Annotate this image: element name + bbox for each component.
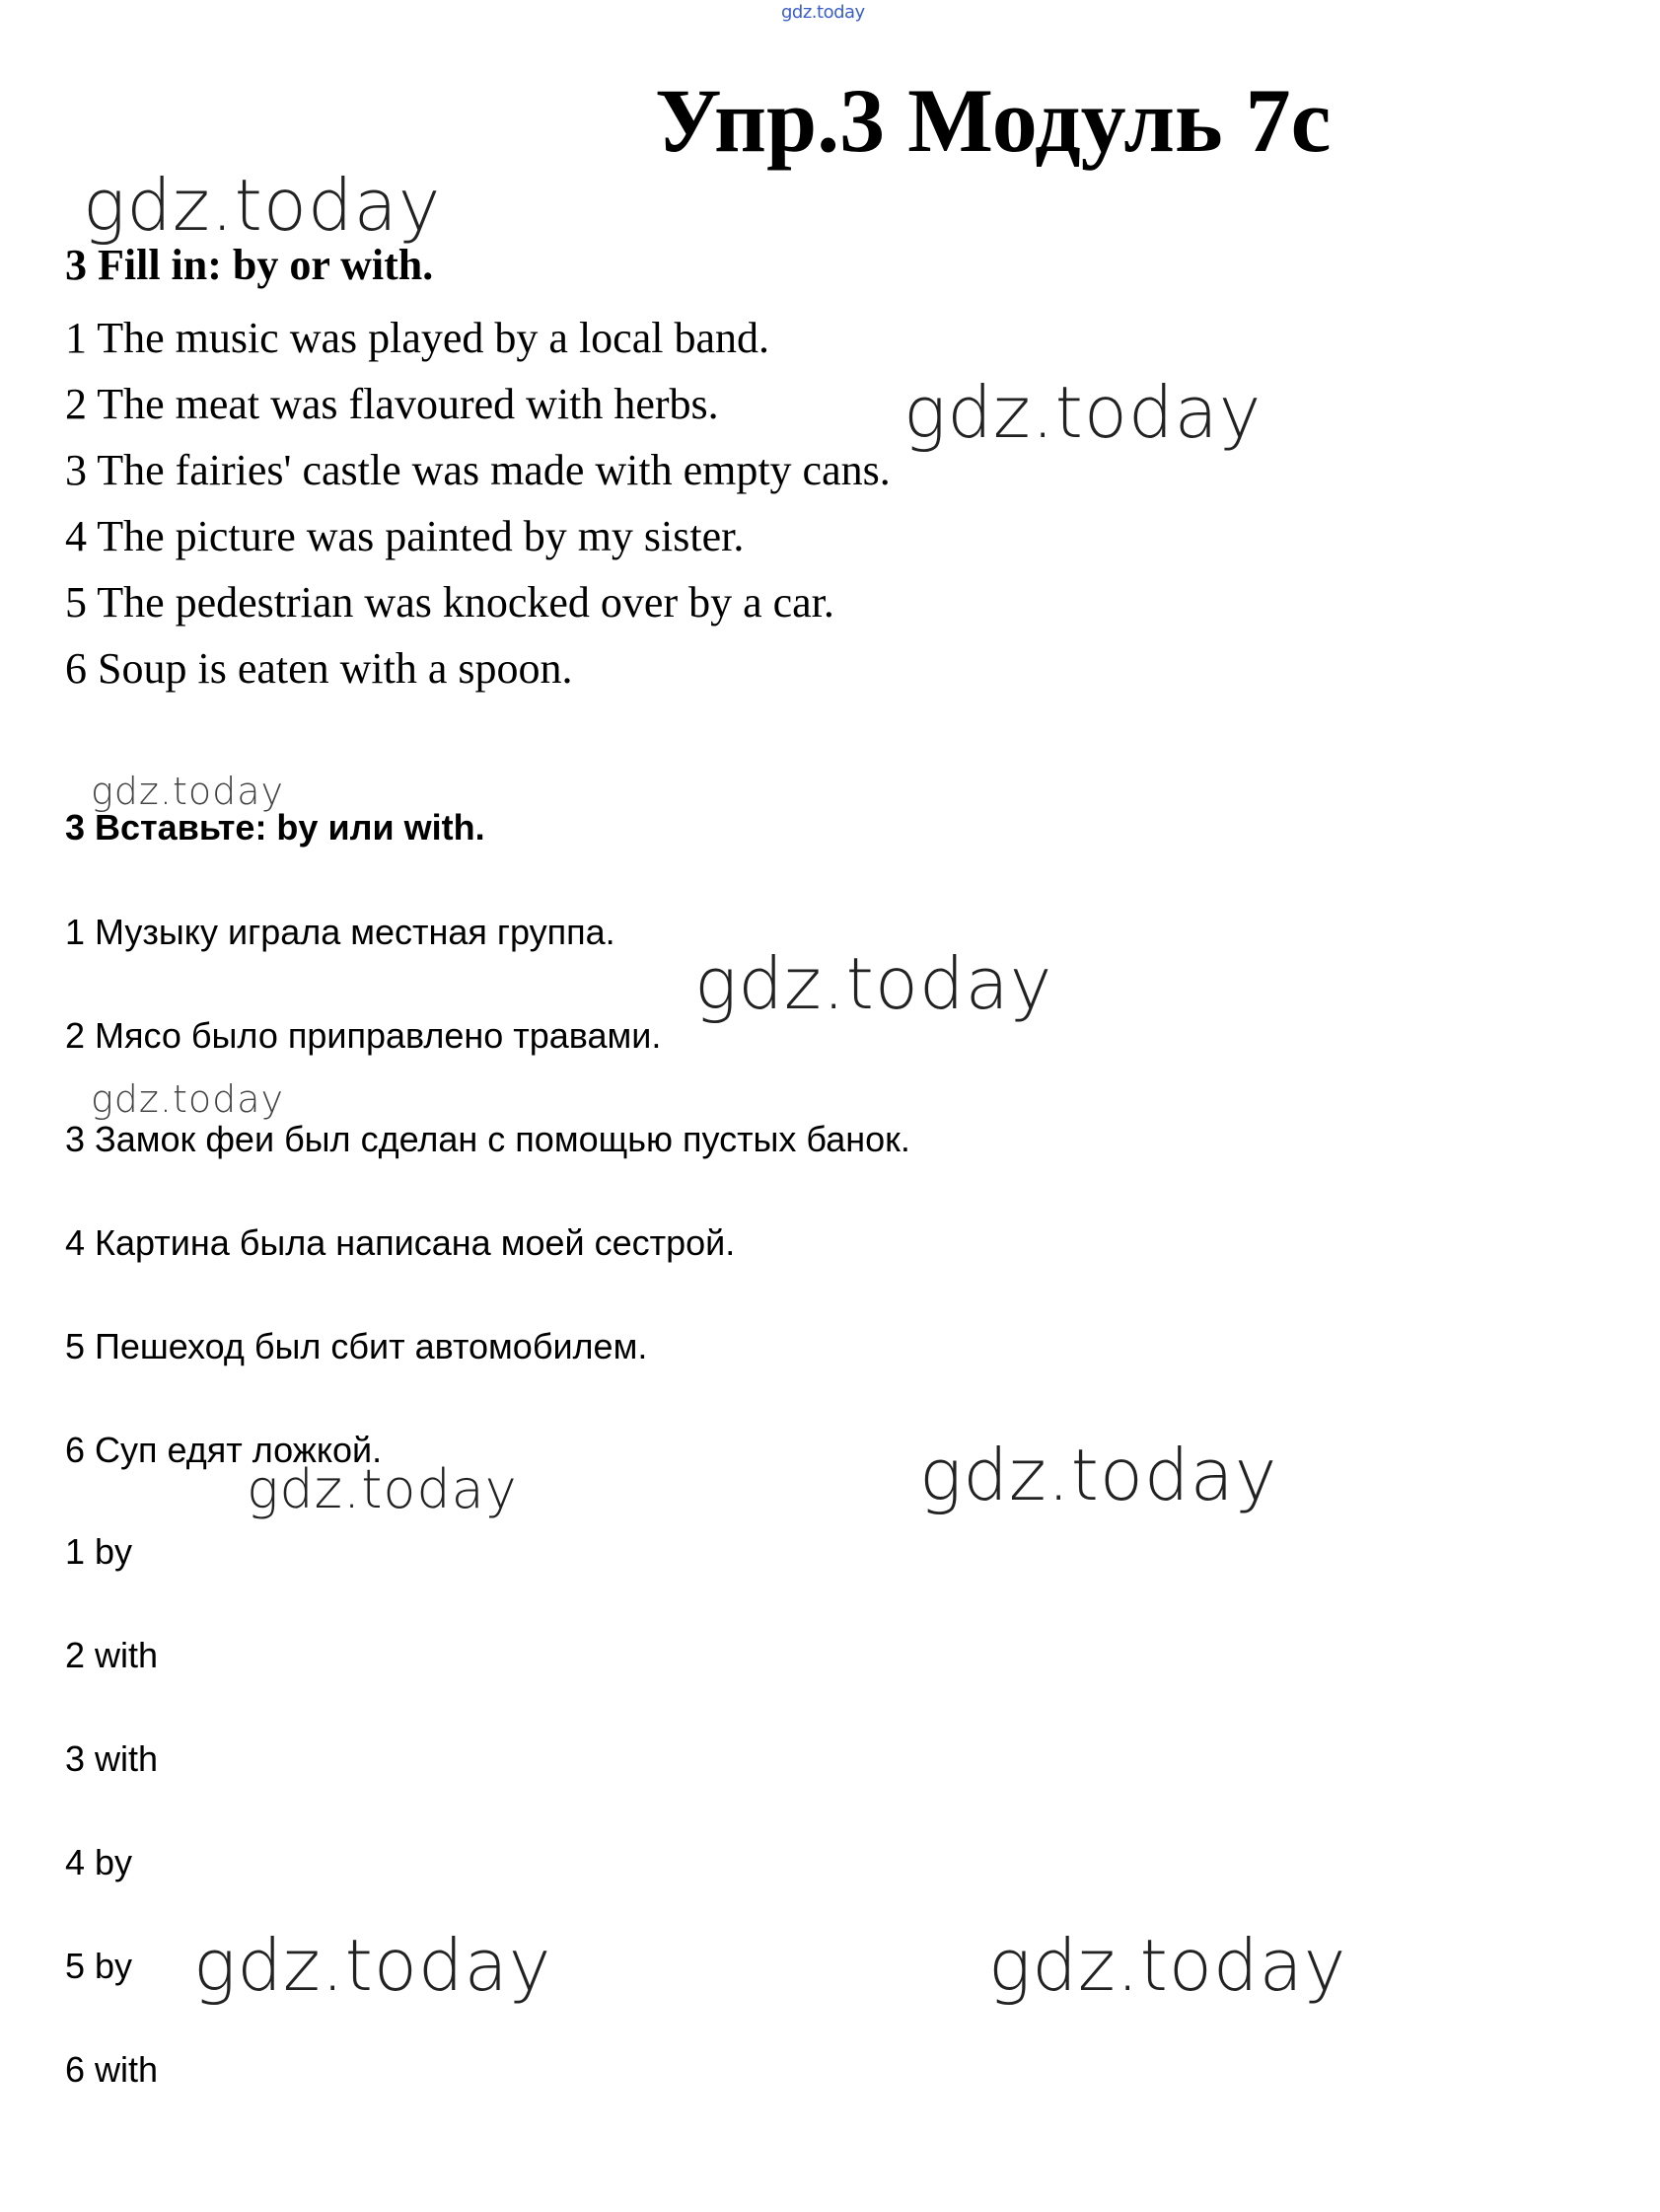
list-item: 6 Soup is eaten with a spoon. <box>65 644 573 693</box>
page-title: Упр.3 Модуль 7с <box>655 70 1332 171</box>
list-item: 2 Мясо было приправлено травами. <box>65 1015 662 1056</box>
answer-item: 4 by <box>65 1842 133 1882</box>
watermark: gdz.today <box>247 1458 518 1520</box>
list-item: 3 The fairies' castle was made with empty cans. <box>65 446 891 494</box>
list-item: 5 Пешеход был сбит автомобилем. <box>65 1326 648 1366</box>
list-item: 5 The pedestrian was knocked over by a car. <box>65 578 834 627</box>
answer-item: 5 by <box>65 1946 133 1986</box>
watermark: gdz.today <box>988 1924 1347 2007</box>
watermark: gdz.today <box>193 1924 552 2007</box>
watermark: gdz.today <box>83 164 442 247</box>
answer-item: 6 with <box>65 2049 159 2090</box>
exercise-list-en <box>65 305 891 701</box>
answer-list <box>65 1527 158 2149</box>
answer-item: 2 with <box>65 1635 159 1675</box>
exercise-heading-en: 3 Fill in: by or with. <box>65 241 434 289</box>
watermark: gdz.today <box>919 1434 1278 1516</box>
list-item: 6 Суп едят ложкой. <box>65 1430 383 1470</box>
answer-item: 3 with <box>65 1738 159 1779</box>
list-item: 4 Картина была написана моей сестрой. <box>65 1222 736 1263</box>
exercise-list-ru <box>65 908 910 1529</box>
watermark: gdz.today <box>91 770 284 813</box>
top-watermark: gdz.today <box>781 2 865 23</box>
watermark: gdz.today <box>91 1077 284 1121</box>
list-item: 1 Музыку играла местная группа. <box>65 912 615 952</box>
list-item: 4 The picture was painted by my sister. <box>65 512 745 560</box>
answer-item: 1 by <box>65 1531 133 1572</box>
list-item: 1 The music was played by a local band. <box>65 314 769 362</box>
exercise-heading-ru: 3 Вставьте: by или with. <box>65 807 485 848</box>
watermark: gdz.today <box>694 942 1053 1025</box>
list-item: 3 Замок феи был сделан с помощью пустых банок. <box>65 1119 910 1159</box>
list-item: 2 The meat was flavoured with herbs. <box>65 380 719 428</box>
watermark: gdz.today <box>903 371 1263 454</box>
